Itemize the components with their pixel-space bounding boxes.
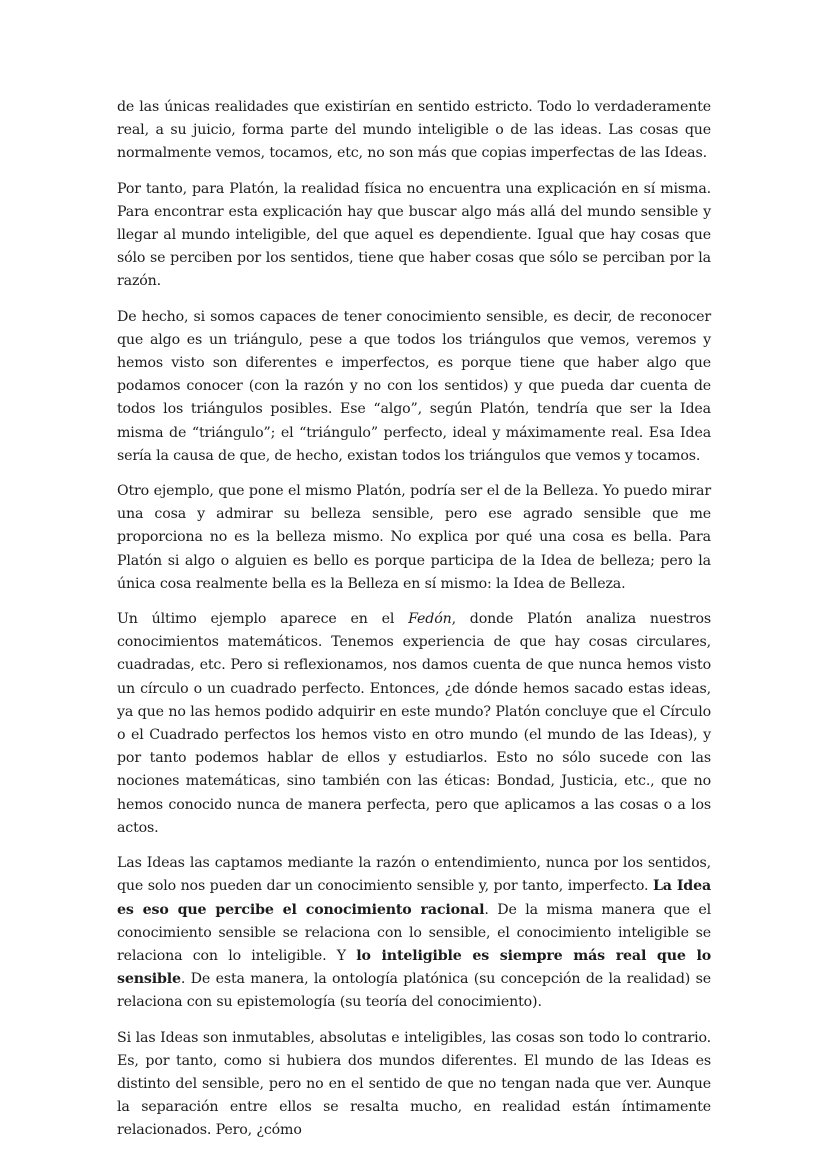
paragraph-1 (117, 96, 711, 166)
text-run: De hecho, si somos capaces de tener conocimiento sensible, es decir, de reconocer que algo es un triángulo, pese a que todos los triángulos que vemos, veremos y hemos visto son diferentes e imperfectos, es porque tiene que haber algo que podamos conocer (con la razón y no con los sentidos) y que pueda dar cuenta de todos los triángulos posibles. Ese “algo”, según Platón, tendría que ser la Idea misma de “triángulo”; el “triángulo” perfecto, ideal y máximamente real. Esa Idea sería la causa de que, de hecho, existan todos los triángulos que vemos y tocamos. (117, 308, 711, 464)
paragraph-2 (117, 178, 711, 294)
paragraph-4 (117, 480, 711, 596)
text-run: Las Ideas las captamos mediante la razón o entendimiento, nunca por los sentidos, que solo nos pueden dar un conocimiento sensible y, por tanto, imperfecto. (117, 855, 711, 895)
text-run: Otro ejemplo, que pone el mismo Platón, podría ser el de la Belleza. Yo puedo mirar una cosa y admirar su belleza sensible, pero ese agrado sensible que me proporciona no es la belleza mismo. No explica por qué una cosa es bella. Para Platón si algo o alguien es bello es porque participa de la Idea de belleza; pero la única cosa realmente bella es la Belleza en sí mismo: la Idea de Belleza. (117, 483, 711, 592)
paragraph-6 (117, 852, 711, 1014)
paragraph-7 (117, 1027, 711, 1143)
bold-statement-1: La Idea es eso que percibe el conocimiento racional (117, 878, 711, 918)
text-run: . De esta manera, la ontología platónica (su concepción de la realidad) se relaciona con su epistemología (su teoría del conocimiento). (117, 971, 711, 1011)
bold-statement-2: lo inteligible es siempre más real que lo sensible (117, 947, 712, 988)
paragraph-5 (117, 608, 711, 840)
document-page (117, 96, 711, 1155)
text-run: Si las Ideas son inmutables, absolutas e inteligibles, las cosas son todo lo contrario. Es, por tanto, como si hubiera dos mundos diferentes. El mundo de las Ideas es distinto del sensible, pero no en el sentido de que no tengan nada que ver. Aunque la separación entre ellos se resalta mucho, en realidad están íntimamente relacionados. Pero, ¿cómo (117, 1029, 711, 1139)
text-run: . De la misma manera que el conocimiento sensible se relaciona con lo sensible, el conocimiento inteligible se relaciona con lo inteligible. Y (117, 901, 711, 964)
paragraph-3 (117, 306, 711, 468)
text-run: de las únicas realidades que existirían en sentido estricto. Todo lo verdaderamente real, a su juicio, forma parte del mundo inteligible o de las ideas. Las cosas que normalmente vemos, tocamos, etc, no son más que copias imperfectas de las Ideas. (117, 99, 711, 162)
text-run: Un último ejemplo aparece en el (117, 611, 409, 628)
text-run: , donde Platón analiza nuestros conocimientos matemáticos. Tenemos experiencia de que hay cosas circulares, cuadradas, etc. Pero si reflexionamos, nos damos cuenta de que nunca hemos visto un círculo o un cuadrado perfecto. Entonces, ¿de dónde hemos sacado estas ideas, ya que no las hemos podido adquirir en este mundo? Platón concluye que el Círculo o el Cuadrado perfectos los hemos visto en otro mundo (el mundo de las Ideas), y por tanto podemos hablar de ellos y estudiarlos. Esto no sólo sucede con las nociones matemáticas, sino también con las éticas: Bondad, Justicia, etc., que no hemos conocido nunca de manera perfecta, pero que aplicamos a las cosas o a los actos. (117, 611, 711, 836)
book-title: Fedón (408, 611, 452, 628)
text-run: Por tanto, para Platón, la realidad física no encuentra una explicación en sí misma. Para encontrar esta explicación hay que buscar algo más allá del mundo sensible y llegar al mundo inteligible, del que aquel es dependiente. Igual que hay cosas que sólo se perciben por los sentidos, tiene que haber cosas que sólo se perciban por la razón. (117, 180, 711, 290)
